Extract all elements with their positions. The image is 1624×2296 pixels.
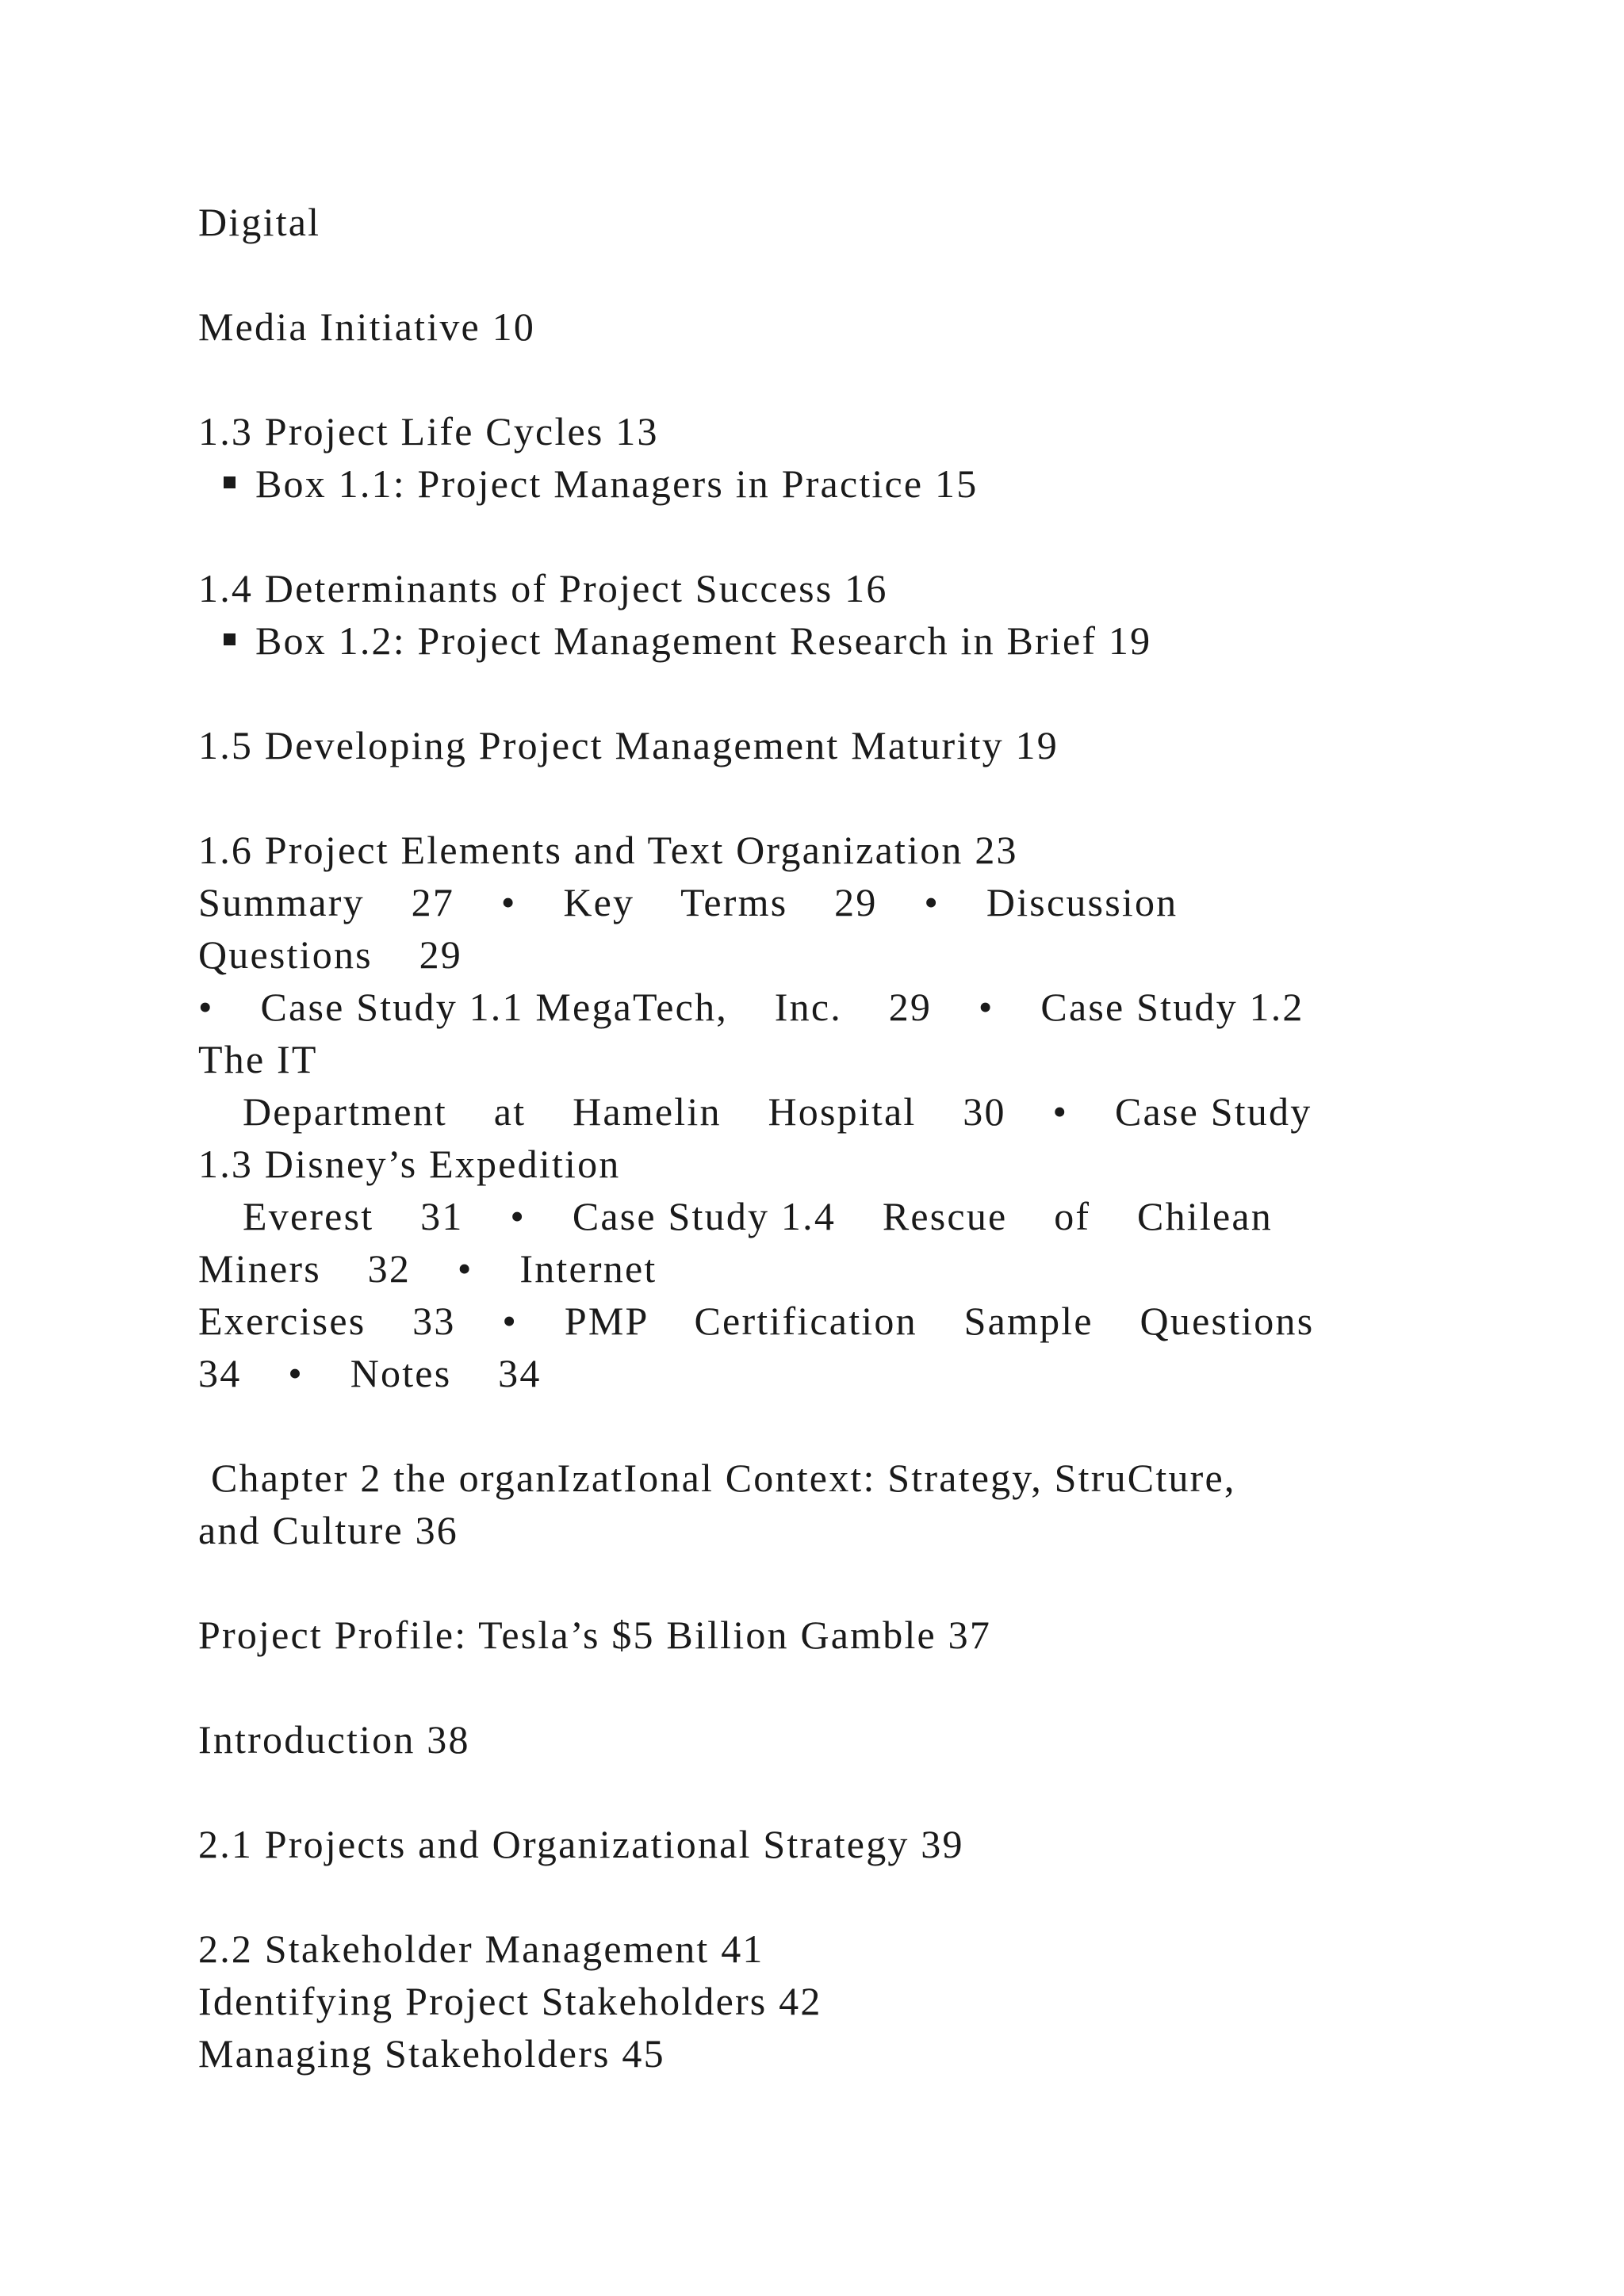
toc-line-hamelin: Department at Hamelin Hospital 30 • Case Study — [243, 1089, 1312, 1134]
toc-line-the-it: The IT — [198, 1037, 318, 1081]
toc-line-organizational-strategy: 2.1 Projects and Organizational Strategy 39 — [198, 1822, 964, 1866]
toc-line-exercises: Exercises 33 • PMP Certification Sample Questions — [198, 1299, 1315, 1343]
toc-line-introduction: Introduction 38 — [198, 1717, 470, 1762]
toc-line-notes: 34 • Notes 34 — [198, 1351, 542, 1395]
toc-line-box-1-2: Box 1.2: Project Management Research in Brief 19 — [255, 618, 1152, 663]
toc-line-project-elements: 1.6 Project Elements and Text Organization 23 — [198, 828, 1018, 872]
toc-line-tesla: Project Profile: Tesla’s $5 Billion Gamble 37 — [198, 1613, 992, 1657]
toc-line-summary: Summary 27 • Key Terms 29 • Discussion — [198, 880, 1178, 924]
toc-line-managing-stakeholders: Managing Stakeholders 45 — [198, 2031, 665, 2076]
toc-line-project-life-cycles: 1.3 Project Life Cycles 13 — [198, 409, 659, 453]
toc-line-chapter-2: Chapter 2 the organIzatIonal Context: Strategy, StruCture, — [211, 1456, 1236, 1500]
toc-line-media-initiative: Media Initiative 10 — [198, 304, 536, 349]
toc-line-box-1-1: Box 1.1: Project Managers in Practice 15 — [255, 461, 979, 506]
square-bullet-icon — [224, 476, 236, 488]
toc-line-questions: Questions 29 — [198, 932, 462, 977]
toc-line-maturity: 1.5 Developing Project Management Maturity 19 — [198, 723, 1059, 767]
toc-line-stakeholder-management: 2.2 Stakeholder Management 41 — [198, 1927, 764, 1971]
toc-line-digital: Digital — [198, 200, 321, 244]
toc-line-determinants: 1.4 Determinants of Project Success 16 — [198, 566, 888, 610]
toc-line-disney: 1.3 Disney’s Expedition — [198, 1142, 621, 1186]
toc-line-case-study-1-1: • Case Study 1.1 MegaTech, Inc. 29 • Case Study 1.2 — [198, 985, 1304, 1029]
toc-line-and-culture: and Culture 36 — [198, 1508, 458, 1552]
square-bullet-icon — [224, 633, 236, 645]
toc-line-miners: Miners 32 • Internet — [198, 1246, 657, 1291]
toc-line-everest: Everest 31 • Case Study 1.4 Rescue of Chilean — [243, 1194, 1273, 1238]
toc-line-identifying-stakeholders: Identifying Project Stakeholders 42 — [198, 1979, 822, 2023]
